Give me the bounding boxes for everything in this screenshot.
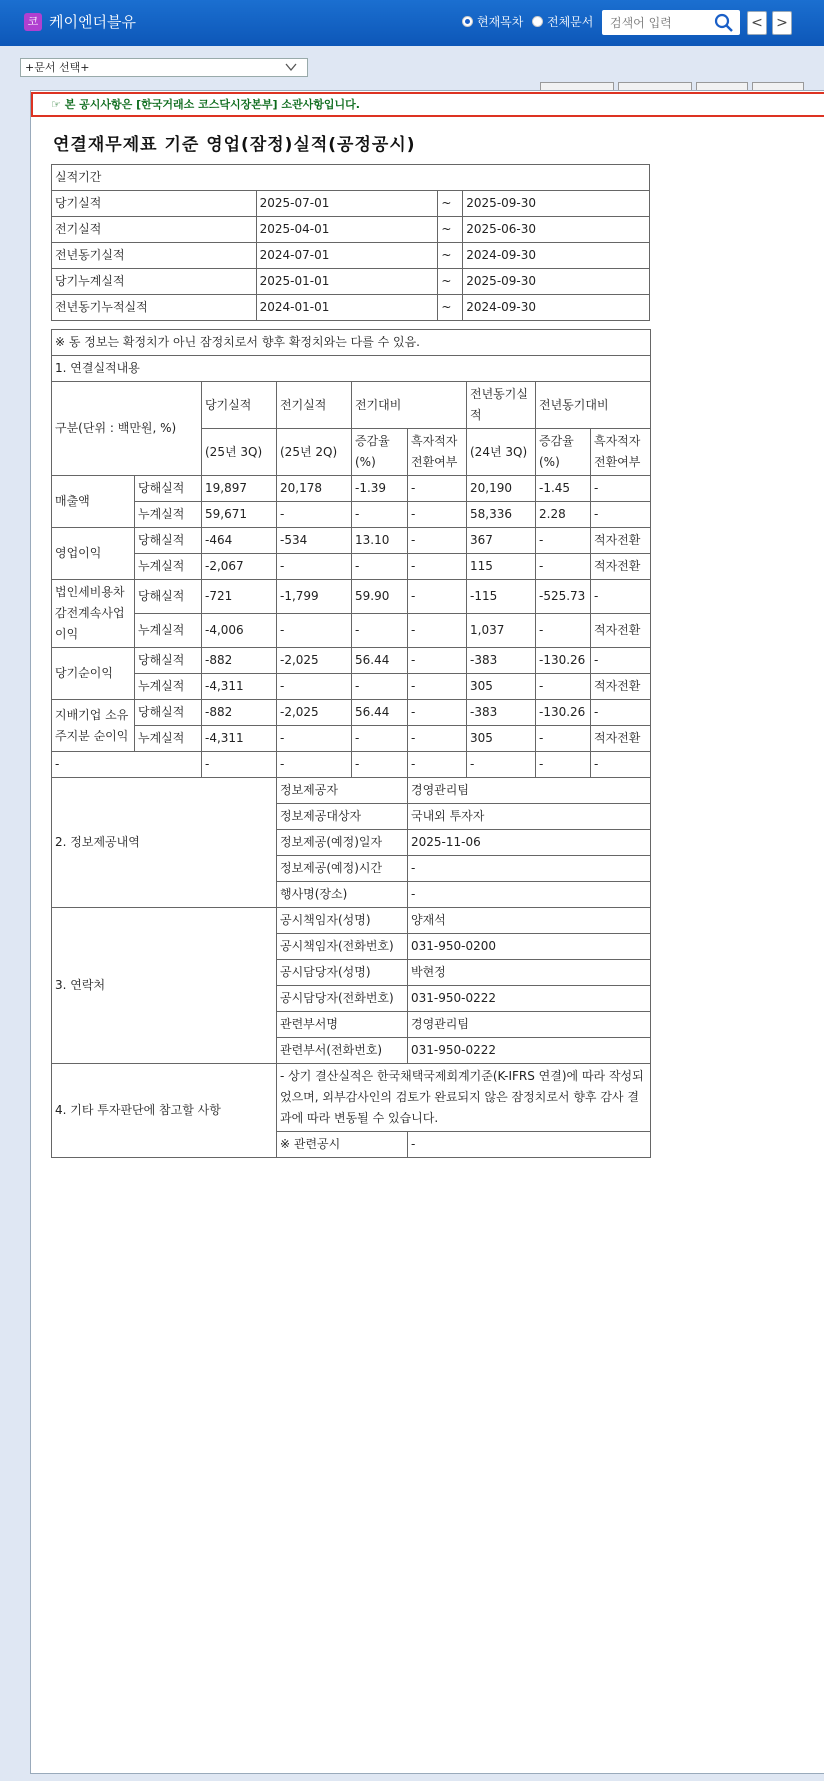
value-cell: 58,336 <box>467 502 536 528</box>
value-cell: 59,671 <box>202 502 277 528</box>
value-cell: - <box>591 502 651 528</box>
value-cell: 적자전환 <box>591 674 651 700</box>
search-input[interactable] <box>608 10 712 35</box>
value-cell: - <box>277 614 352 648</box>
disclaimer: ※ 동 정보는 확정치가 아닌 잠정치로서 향후 확정치와는 다를 수 있음. <box>52 330 651 356</box>
related-disclosure-label: ※ 관련공시 <box>277 1132 408 1158</box>
value-cell: -1,799 <box>277 580 352 614</box>
value-cell: - <box>277 674 352 700</box>
col-current: 당기실적 <box>202 382 277 429</box>
period-header: 실적기간 <box>52 165 650 191</box>
col-turn2: 흑자적자전환여부 <box>591 429 651 476</box>
search-icon[interactable] <box>714 13 734 33</box>
value-cell: 적자전환 <box>591 528 651 554</box>
value-cell: - <box>536 554 591 580</box>
value-cell: -4,311 <box>202 726 277 752</box>
value-cell: -2,067 <box>202 554 277 580</box>
section-1-title: 1. 연결실적내용 <box>52 356 651 382</box>
value-cell: -721 <box>202 580 277 614</box>
value-cell: - <box>352 554 408 580</box>
table-row: 전년동기누적실적 2024-01-01 ~ 2024-09-30 <box>52 295 650 321</box>
value-cell: 적자전환 <box>591 726 651 752</box>
value-cell: - <box>352 502 408 528</box>
col-turn: 흑자적자전환여부 <box>408 429 467 476</box>
value-cell: - <box>408 674 467 700</box>
col-yoy-sub: (24년 3Q) <box>467 429 536 476</box>
row-kind: 누계실적 <box>135 674 202 700</box>
value-cell: -130.26 <box>536 648 591 674</box>
value-cell: 305 <box>467 674 536 700</box>
document-title: 연결재무제표 기준 영업(잠정)실적(공정공시) <box>53 135 416 155</box>
radio-unchecked-icon[interactable] <box>532 16 543 27</box>
value-cell: -882 <box>202 700 277 726</box>
value-cell: 20,190 <box>467 476 536 502</box>
col-rate2: 증감율(%) <box>536 429 591 476</box>
radio-current-toc[interactable] <box>462 13 523 30</box>
group-label: 영업이익 <box>52 528 135 580</box>
table-row <box>52 528 651 554</box>
value-cell: - <box>591 648 651 674</box>
radio-current-label: 현재목차 <box>477 15 524 29</box>
search-box <box>602 10 740 35</box>
value-cell: - <box>591 580 651 614</box>
value-cell: 13.10 <box>352 528 408 554</box>
value-cell: -882 <box>202 648 277 674</box>
table-row: 당기누계실적 2025-01-01 ~ 2025-09-30 <box>52 269 650 295</box>
value-cell: -534 <box>277 528 352 554</box>
table-row: 전기실적 2025-04-01 ~ 2025-06-30 <box>52 217 650 243</box>
group-label: 매출액 <box>52 476 135 528</box>
value-cell: 115 <box>467 554 536 580</box>
table-row: 전년동기실적 2024-07-01 ~ 2024-09-30 <box>52 243 650 269</box>
value-cell: - <box>408 476 467 502</box>
col-current-sub: (25년 3Q) <box>202 429 277 476</box>
radio-all-label: 전체문서 <box>547 15 594 29</box>
section-3-title: 3. 연락처 <box>52 908 277 1064</box>
value-cell: 적자전환 <box>591 554 651 580</box>
col-rate: 증감율(%) <box>352 429 408 476</box>
row-kind: 당해실적 <box>135 700 202 726</box>
value-cell: - <box>408 648 467 674</box>
radio-checked-icon[interactable] <box>462 16 473 27</box>
table-row <box>52 726 651 752</box>
col-yoy: 전년동기실적 <box>467 382 536 429</box>
col-previous-sub: (25년 2Q) <box>277 429 352 476</box>
value-cell: 305 <box>467 726 536 752</box>
col-vs-yoy: 전년동기대비 <box>536 382 651 429</box>
value-cell: 2.28 <box>536 502 591 528</box>
table-row <box>52 700 651 726</box>
related-disclosure-value: - <box>408 1132 651 1158</box>
value-cell: -4,006 <box>202 614 277 648</box>
value-cell: 적자전환 <box>591 614 651 648</box>
group-label: 지배기업 소유주지분 순이익 <box>52 700 135 752</box>
table-row <box>52 502 651 528</box>
document-select-value: +문서 선택+ <box>25 61 90 74</box>
row-kind: 누계실적 <box>135 726 202 752</box>
value-cell: -383 <box>467 648 536 674</box>
value-cell: 1,037 <box>467 614 536 648</box>
table-row <box>52 648 651 674</box>
value-cell: 56.44 <box>352 648 408 674</box>
table-row: 당기실적 2025-07-01 ~ 2025-09-30 <box>52 191 650 217</box>
row-kind: 당해실적 <box>135 528 202 554</box>
next-result-button[interactable]: > <box>772 11 792 35</box>
value-cell: - <box>408 726 467 752</box>
notice-banner <box>31 92 824 117</box>
value-cell: -4,311 <box>202 674 277 700</box>
value-cell: -525.73 <box>536 580 591 614</box>
table-row <box>52 554 651 580</box>
value-cell: -115 <box>467 580 536 614</box>
value-cell: 19,897 <box>202 476 277 502</box>
table-row <box>52 614 651 648</box>
value-cell: -130.26 <box>536 700 591 726</box>
value-cell: -1.39 <box>352 476 408 502</box>
value-cell: - <box>591 700 651 726</box>
value-cell: -1.45 <box>536 476 591 502</box>
section-2-title: 2. 정보제공내역 <box>52 778 277 908</box>
value-cell: - <box>536 674 591 700</box>
row-kind: 누계실적 <box>135 502 202 528</box>
radio-all-docs[interactable] <box>532 13 593 30</box>
value-cell: 56.44 <box>352 700 408 726</box>
value-cell: - <box>277 726 352 752</box>
row-kind: 당해실적 <box>135 648 202 674</box>
table-row <box>52 580 651 614</box>
value-cell: 367 <box>467 528 536 554</box>
value-cell: - <box>352 726 408 752</box>
value-cell: - <box>352 614 408 648</box>
value-cell: - <box>408 502 467 528</box>
document-select[interactable] <box>20 58 308 77</box>
row-kind: 누계실적 <box>135 554 202 580</box>
app-title: 케이엔더블유 <box>49 13 136 31</box>
value-cell: - <box>591 476 651 502</box>
notice-text: 본 공시사항은 [한국거래소 코스닥시장본부] 소관사항입니다. <box>64 98 360 111</box>
value-cell: - <box>536 726 591 752</box>
chevron-down-icon <box>285 61 297 73</box>
section-4-title: 4. 기타 투자판단에 참고할 사항 <box>52 1064 277 1158</box>
period-table <box>51 164 650 321</box>
row-kind: 당해실적 <box>135 580 202 614</box>
category-header: 구분(단위 : 백만원, %) <box>52 382 202 476</box>
value-cell: -2,025 <box>277 648 352 674</box>
table-row <box>52 674 651 700</box>
value-cell: 59.90 <box>352 580 408 614</box>
value-cell: - <box>536 614 591 648</box>
group-label: 당기순이익 <box>52 648 135 700</box>
value-cell: 20,178 <box>277 476 352 502</box>
row-kind: 누계실적 <box>135 614 202 648</box>
value-cell: -464 <box>202 528 277 554</box>
value-cell: - <box>352 674 408 700</box>
value-cell: - <box>408 554 467 580</box>
group-label: 법인세비용차감전계속사업이익 <box>52 580 135 648</box>
value-cell: - <box>408 528 467 554</box>
value-cell: - <box>408 580 467 614</box>
value-cell: - <box>536 528 591 554</box>
app-logo-icon: 코 <box>24 13 42 31</box>
table-row <box>52 476 651 502</box>
value-cell: -2,025 <box>277 700 352 726</box>
prev-result-button[interactable]: < <box>747 11 767 35</box>
value-cell: -383 <box>467 700 536 726</box>
col-previous: 전기실적 <box>277 382 352 429</box>
row-kind: 당해실적 <box>135 476 202 502</box>
value-cell: - <box>408 614 467 648</box>
results-table: ※ 동 정보는 확정치가 아닌 잠정치로서 향후 확정치와는 다를 수 있음. 1. 연결실적내용 구분(단위 : 백만원, %) 당기실적 전기실적 전기대비 전년동기실적 전년동기대비 (25년 3Q) (25년 2Q) 증감율(%) 흑자적자전환여부 (24년 3Q) 증감율(%) 흑자적자전환여부 매출액 당해실적 19,897 20,178 -1.39 - 20,190 -1.45 - 누계실적 59,671 - - - 58,336 2.28 - 영업이익 당해실적 -464 -534 13.10 - 367 - 적자전환 누계실적 -2,067 - - - 115 - 적자전환 법인세비용차감전계속사업이익 당해실적 -721 -1,799 59.90 - -115 -525.73 - 누계실적 -4,006 - - - 1,037 - 적자전환 당기순이익 당해실적 -882 -2,025 56.44 - -383 -130.26 - 누계실적 -4,311 - - - 305 - 적자전환 지배기업 소유주지분 순이익 당해실적 -882 -2,025 56.44 - -383 -130.26 - 누계실적 -4,311 - - - 305 - 적자전환 - - - - - - - - 2. 정보제공내역 정보제공자 경영관리팀 정보제공대상자 국내외 투자자 정보제공(예정)일자 2025-11-06 정보제공(예정)시간 - 행사명(장소) - 3. 연락처 공시책임자(성명) 양재석 공시책임자(전화번호) 031-950-0200 공시담당자(성명) 박현정 공시담당자(전화번호) 031-950-0222 관련부서명 경영관리팀 관련부서(전화번호) 031-950-0222 4. 기타 투자판단에 참고할 사항 - 상기 결산실적은 한국채택국제회계기준(K-IFRS 연결)에 따라 작성되었으며, 외부감사인의 검토가 완료되지 않은 잠정치로서 향후 감사 결과에 따라 변동될 수 있습니다. ※ 관련공시 - <box>51 329 651 1158</box>
value-cell: - <box>277 502 352 528</box>
col-vs-previous: 전기대비 <box>352 382 467 429</box>
value-cell: - <box>277 554 352 580</box>
top-header <box>0 0 824 46</box>
pointing-hand-icon: ☞ <box>51 98 61 111</box>
value-cell: - <box>408 700 467 726</box>
dash-row: - - - - - - - - <box>52 752 651 778</box>
section-4-text: - 상기 결산실적은 한국채택국제회계기준(K-IFRS 연결)에 따라 작성되었으며, 외부감사인의 검토가 완료되지 않은 잠정치로서 향후 감사 결과에 따라 변동될 수 있습니다. <box>277 1064 651 1132</box>
